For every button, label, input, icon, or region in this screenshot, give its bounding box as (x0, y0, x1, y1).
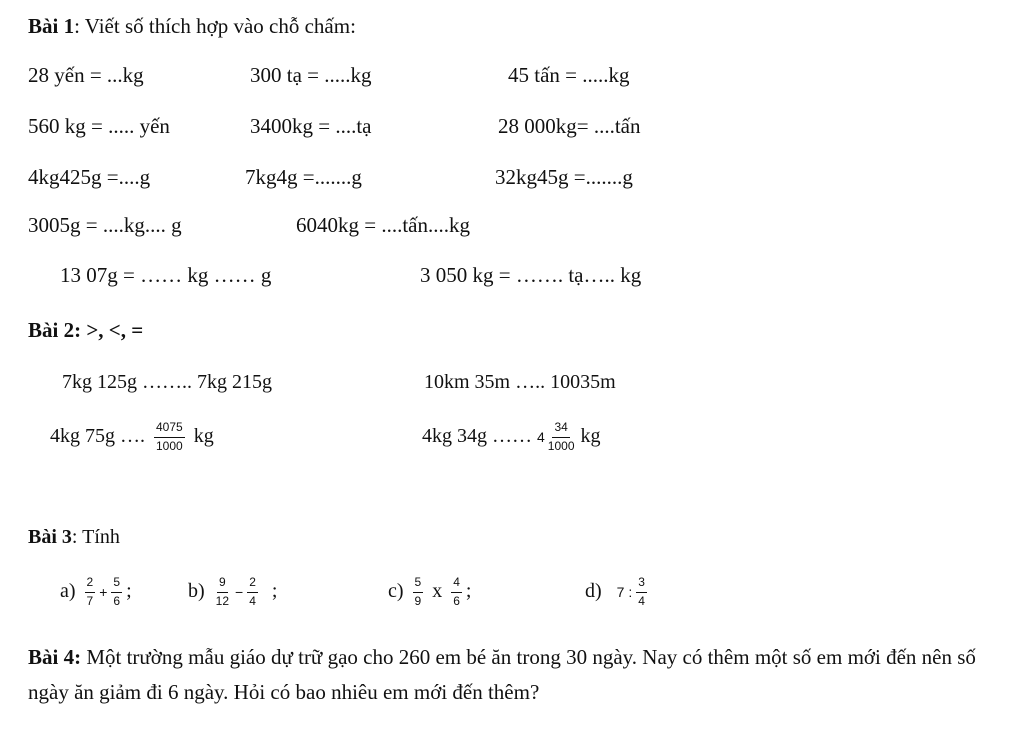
bai1-title-label: Bài 1 (28, 14, 75, 38)
bai1-title (28, 16, 356, 37)
bai3-a-label: a) (60, 579, 76, 602)
fraction (546, 421, 577, 454)
operator: x (432, 579, 443, 602)
bai3-c-label: c) (388, 579, 404, 602)
bai3-a (60, 576, 132, 609)
fraction (214, 576, 231, 609)
frac-den: 9 (414, 593, 422, 608)
frac-num: 4075 (154, 421, 185, 438)
frac-den: 12 (215, 593, 230, 608)
fraction (154, 421, 185, 454)
bai4-text: Một trường mẫu giáo dự trữ gạo cho 260 em bé ăn trong 30 ngày. Nay có thêm một số em mới đến nên số ngày ăn giảm đi 6 ngày. Hỏi có bao nhiêu em mới đến thêm? (28, 645, 976, 704)
bai3-b (188, 576, 277, 609)
bai1-r3-c3: 32kg45g =.......g (495, 165, 633, 189)
separator: ; (126, 579, 132, 602)
frac-num: 5 (413, 576, 424, 593)
bai1-r2-c1: 560 kg = ..... yến (28, 114, 170, 138)
frac-den: 4 (638, 593, 645, 608)
frac-den: 1000 (156, 438, 183, 453)
bai3-b-label: b) (188, 579, 205, 602)
bai3-title (28, 527, 120, 547)
bai1-r3-c2: 7kg4g =.......g (245, 165, 362, 189)
bai2-r2b-whole: 4 (537, 428, 545, 445)
bai3-title-label: Bài 3 (28, 526, 72, 548)
operator: − (235, 583, 244, 600)
fraction (247, 576, 258, 609)
frac-den: 7 (86, 593, 94, 608)
bai1-r1-c2: 300 tạ = .....kg (250, 63, 372, 87)
frac-den: 6 (113, 593, 121, 608)
bai2-r2b-post: kg (580, 424, 601, 447)
bai3-c (388, 576, 471, 609)
bai1-r2-c2: 3400kg = ....tạ (250, 114, 372, 138)
bai3-d-pre: 7 : (616, 583, 633, 600)
bai1-r4-c2: 6040kg = ....tấn....kg (296, 213, 470, 237)
bai2-title: Bài 2: >, <, = (28, 318, 144, 342)
bai1-r4-c1: 3005g = ....kg.... g (28, 213, 182, 237)
separator: ; (465, 579, 472, 602)
bai1-r3-c1: 4kg425g =....g (28, 165, 151, 189)
fraction (636, 576, 647, 609)
frac-num: 5 (111, 576, 122, 593)
bai1-r1-c1: 28 yến = ...kg (28, 63, 144, 87)
frac-den: 1000 (547, 438, 575, 453)
fraction (111, 576, 122, 609)
bai1-r5-c2: 3 050 kg = ……. tạ….. kg (420, 263, 642, 287)
fraction (413, 576, 424, 609)
bai1-r2-c3: 28 000kg= ....tấn (498, 114, 641, 138)
bai3-title-text: : Tính (71, 526, 120, 548)
frac-num: 3 (636, 576, 647, 593)
bai2-r2a-pre: 4kg 75g …. (50, 424, 145, 447)
bai2-r2-c1 (50, 421, 214, 454)
bai2-r1-c2: 10km 35m ….. 10035m (424, 371, 616, 393)
fraction (451, 576, 462, 609)
frac-num: 2 (247, 576, 258, 593)
bai2-r2b-pre: 4kg 34g …… (422, 424, 532, 447)
frac-num: 4 (451, 576, 462, 593)
bai2-r2a-post: kg (193, 424, 214, 447)
bai3-d-label: d) (585, 579, 602, 602)
bai1-title-text: : Viết số thích hợp vào chỗ chấm: (74, 14, 356, 38)
frac-num: 2 (85, 576, 96, 593)
bai2-r2-c2 (422, 421, 601, 454)
frac-num: 34 (552, 421, 569, 438)
bai1-r1-c3: 45 tấn = .....kg (508, 63, 630, 87)
bai2-r1-c1: 7kg 125g …….. 7kg 215g (62, 371, 272, 393)
frac-num: 9 (217, 576, 228, 593)
bai3-d (585, 576, 651, 609)
fraction (85, 576, 96, 609)
frac-den: 6 (453, 593, 460, 608)
bai4-title: Bài 4: (28, 645, 82, 669)
separator: ; (271, 579, 278, 602)
operator: + (99, 583, 108, 600)
frac-den: 4 (249, 593, 256, 608)
bai4-paragraph (28, 640, 1018, 710)
bai1-r5-c1: 13 07g = …… kg …… g (60, 263, 272, 287)
